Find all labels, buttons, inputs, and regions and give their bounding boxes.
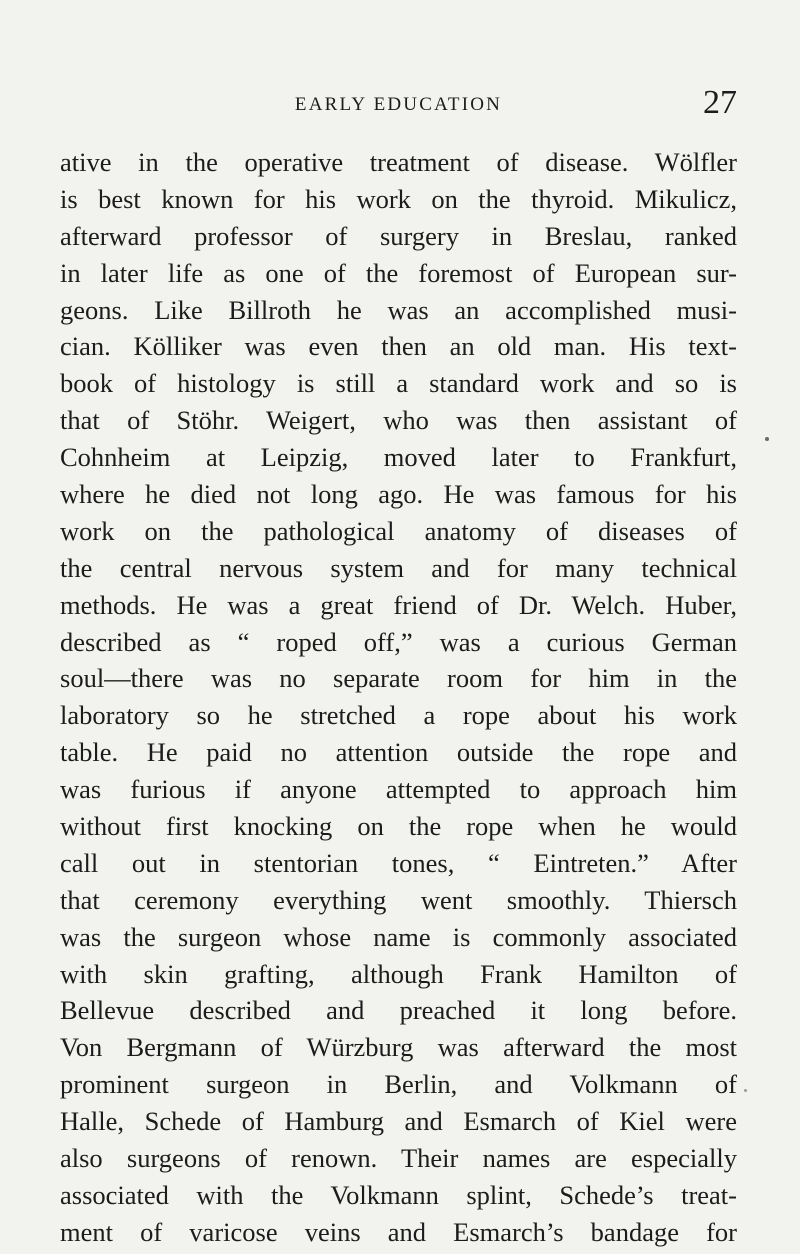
text-line: call out in stentorian tones, “ Eintreten.” After — [60, 847, 737, 878]
text-line: where he died not long ago. He was famous for his — [60, 479, 737, 510]
text-line: the central nervous system and for many technical — [60, 552, 737, 583]
text-line: also surgeons of renown. Their names are especially — [60, 1143, 737, 1174]
text-line: Von Bergmann of Würzburg was afterward the most — [60, 1032, 737, 1063]
text-line: was the surgeon whose name is commonly associated — [60, 921, 737, 952]
text-line: cian. Kölliker was even then an old man. His text- — [60, 331, 737, 362]
running-head — [60, 84, 737, 130]
running-title: EARLY EDUCATION — [294, 94, 503, 115]
text-line: Halle, Schede of Hamburg and Esmarch of Kiel were — [60, 1106, 737, 1137]
text-line: Cohnheim at Leipzig, moved later to Frankfurt, — [60, 442, 737, 473]
text-line: in later life as one of the foremost of European sur- — [60, 257, 737, 288]
text-line: is best known for his work on the thyroid. Mikulicz, — [60, 183, 737, 214]
text-line: ment of varicose veins and Esmarch’s bandage for — [60, 1216, 737, 1247]
paper-speck — [744, 1089, 747, 1092]
text-line: described as “ roped off,” was a curious German — [60, 626, 737, 657]
text-line: prominent surgeon in Berlin, and Volkmann of — [60, 1069, 737, 1100]
text-line: work on the pathological anatomy of diseases of — [60, 515, 737, 546]
text-line: ative in the operative treatment of disease. Wölfler — [60, 147, 737, 177]
text-line: soul—there was no separate room for him in the — [60, 663, 737, 694]
text-line: Bellevue described and preached it long before. — [60, 995, 737, 1026]
text-line: afterward professor of surgery in Breslau, ranked — [60, 220, 737, 251]
text-line: laboratory so he stretched a rope about his work — [60, 700, 737, 731]
body-text — [60, 144, 737, 1251]
page-number: 27 — [703, 84, 737, 121]
text-line: table. He paid no attention outside the rope and — [60, 737, 737, 768]
text-line: was furious if anyone attempted to approach him — [60, 774, 737, 805]
text-line: geons. Like Billroth he was an accomplished musi- — [60, 294, 737, 325]
paper-speck — [765, 437, 769, 441]
text-line: with skin grafting, although Frank Hamilton of — [60, 958, 737, 989]
text-line: that of Stöhr. Weigert, who was then assistant of — [60, 405, 737, 436]
text-line: that ceremony everything went smoothly. Thiersch — [60, 884, 737, 915]
text-line: associated with the Volkmann splint, Schede’s treat- — [60, 1179, 737, 1210]
text-line: book of histology is still a standard work and so is — [60, 368, 737, 399]
text-line: methods. He was a great friend of Dr. Welch. Huber, — [60, 589, 737, 620]
text-line: without first knocking on the rope when he would — [60, 811, 737, 842]
